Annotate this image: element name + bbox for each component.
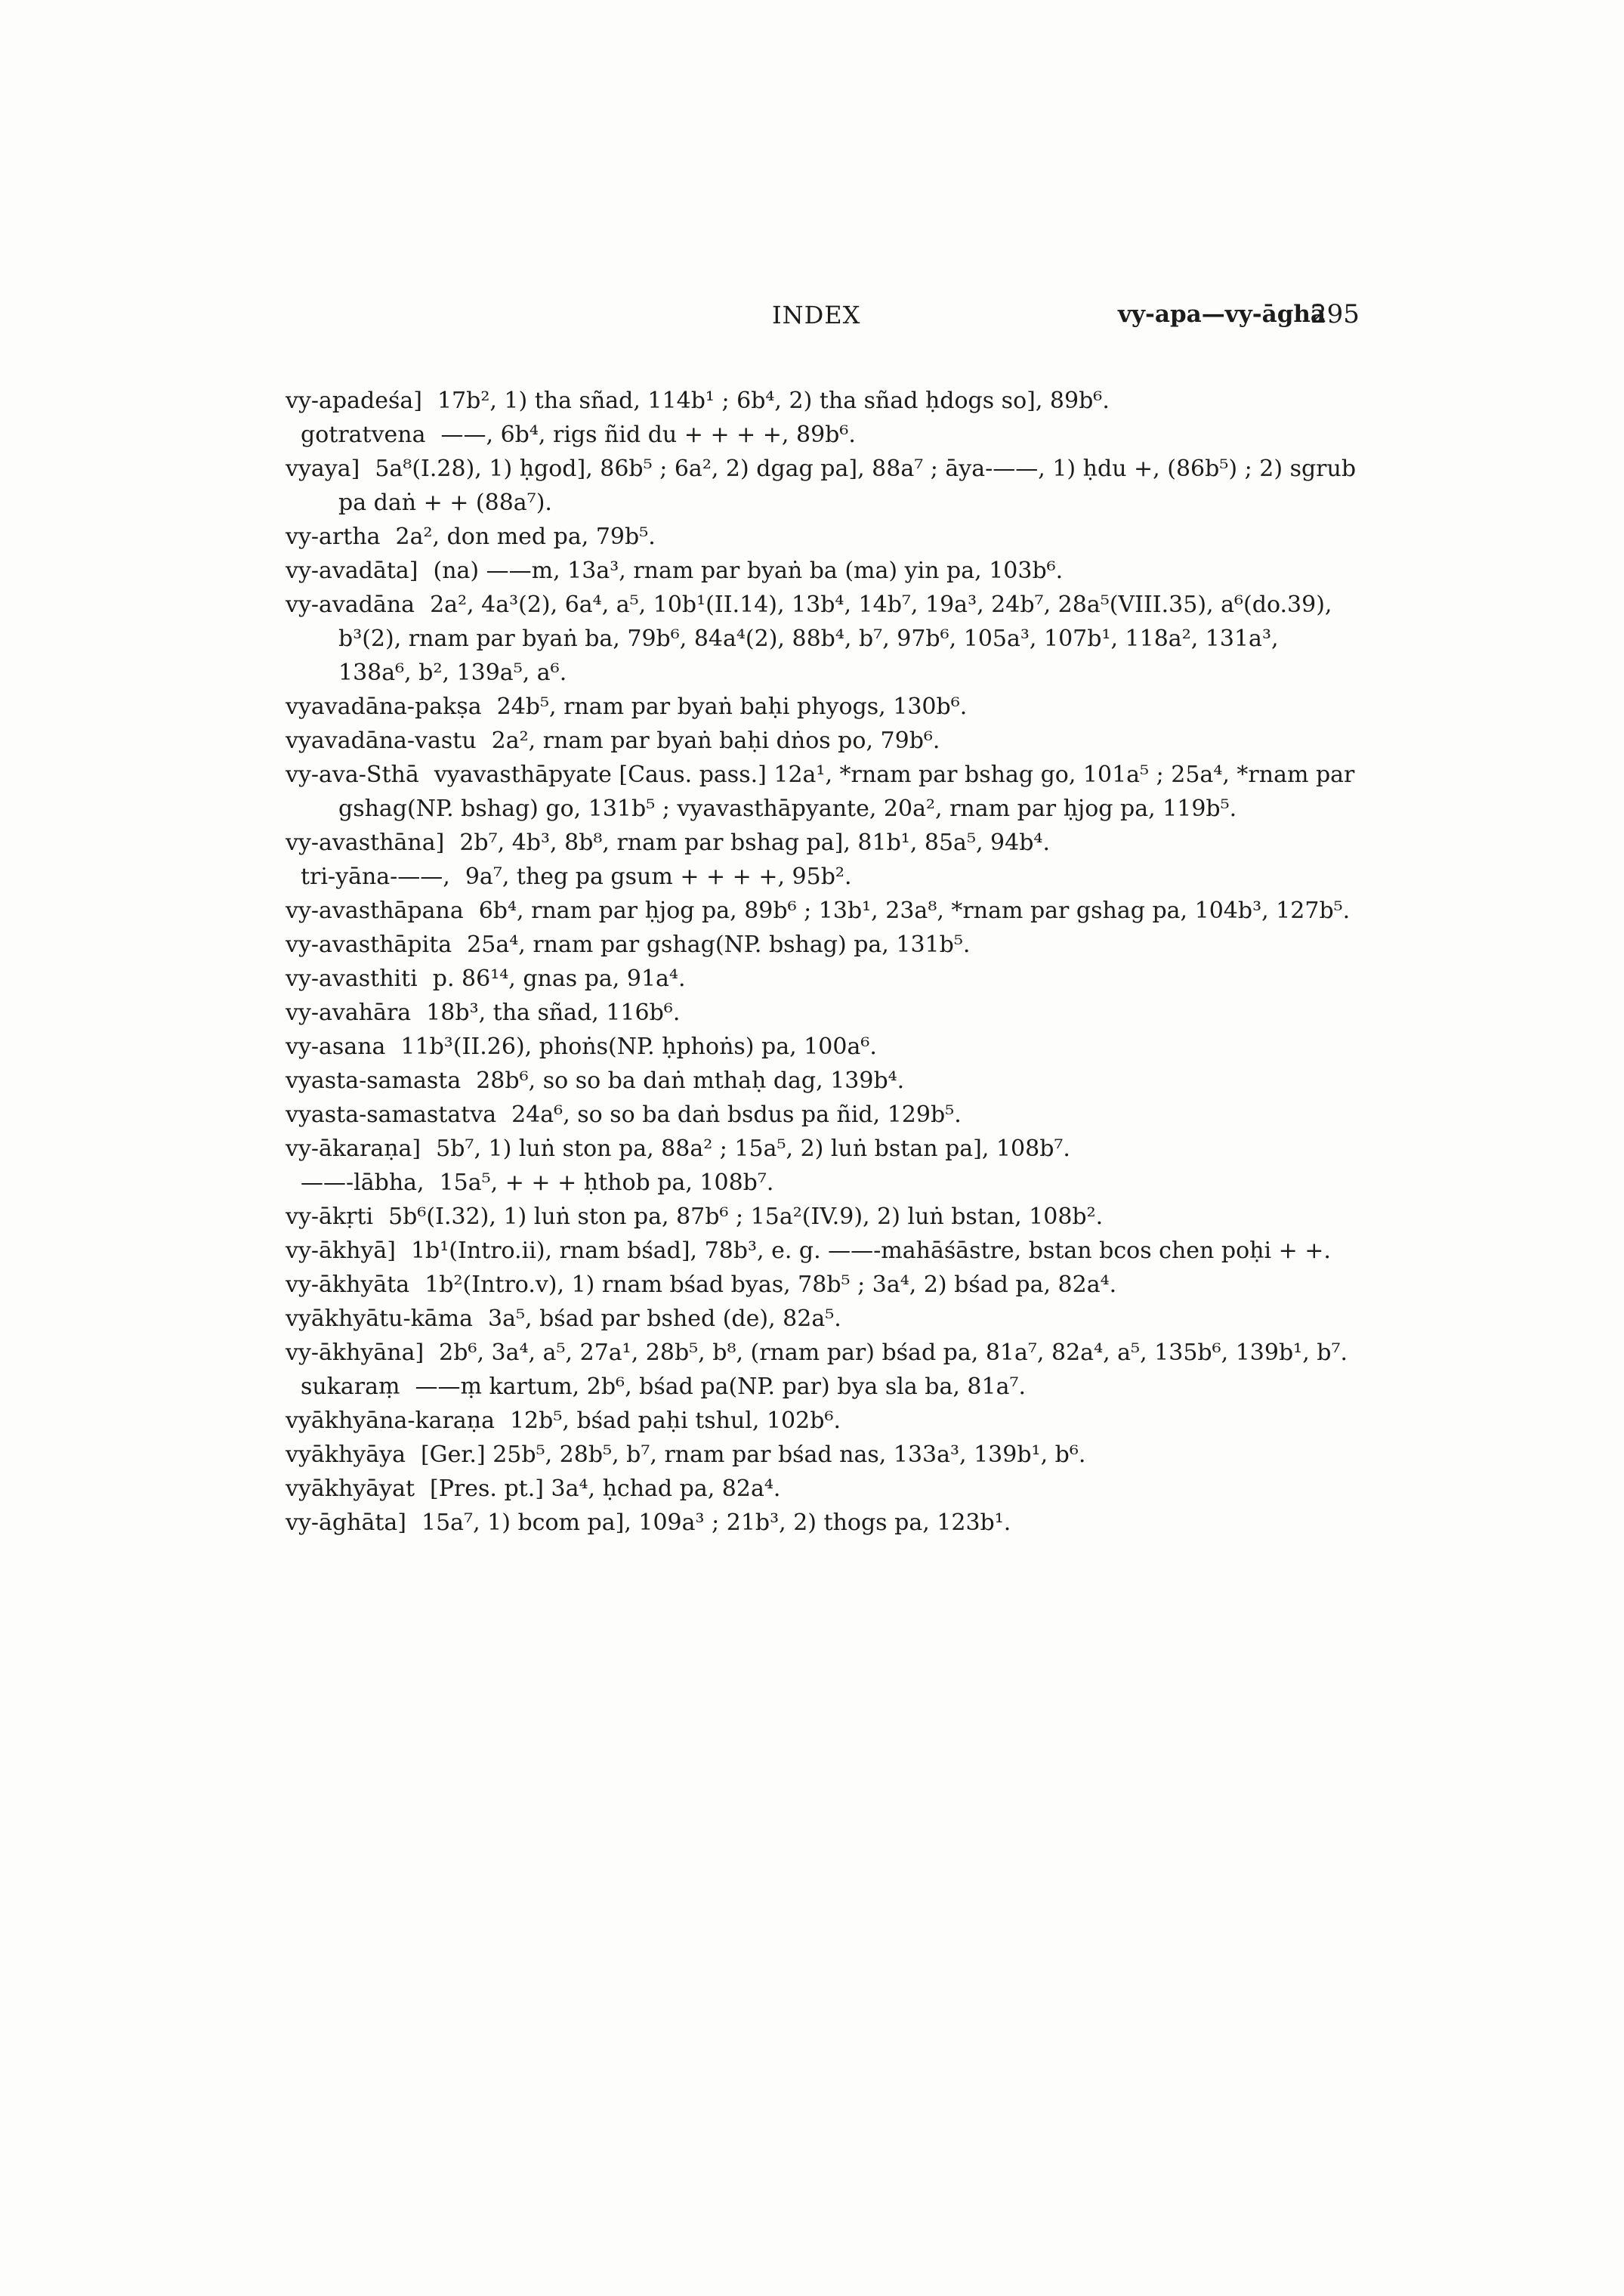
entry-body: [Ger.] 25b⁵, 28b⁵, b⁷, rnam par bśad nas, 133a³, 139b¹, b⁶. (420, 1442, 1086, 1468)
entry-body: 2b⁷, 4b³, 8b⁸, rnam par bshag pa], 81b¹, 85a⁵, 94b⁴. (459, 830, 1050, 856)
running-header (0, 301, 1624, 346)
index-entry (286, 1438, 1358, 1472)
entry-body: 2a², 4a³(2), 6a⁴, a⁵, 10b¹(II.14), 13b⁴, 14b⁷, 19a³, 24b⁷, 28a⁵(VIII.35), a⁶(do.39), b³(2), rnam par byaṅ ba, 79b⁶, 84a⁴(2), 88b⁴, b⁷, 97b⁶, 105a³, 107b¹, 118a², 131a³, 138a⁶, b², 139a⁵, a⁶. (338, 592, 1332, 686)
entry-body: ——, 6b⁴, rigs ñid du + + + +, 89b⁶. (440, 422, 856, 448)
index-entry (286, 962, 1358, 996)
entry-body: p. 86¹⁴, gnas pa, 91a⁴. (432, 966, 686, 992)
index-entry (286, 1268, 1358, 1302)
entry-headword: vy-avasthiti (286, 966, 418, 992)
index-entry (286, 452, 1358, 520)
index-entry (286, 1472, 1358, 1506)
entry-headword: vy-avahāra (286, 1000, 412, 1026)
index-entry (286, 894, 1358, 928)
entry-body: 11b³(II.26), phoṅs(NP. ḥphoṅs) pa, 100a⁶. (400, 1034, 877, 1060)
index-entry (286, 724, 1358, 758)
header-title: INDEX (772, 301, 861, 329)
index-entry (286, 1030, 1358, 1064)
entry-body: 5b⁷, 1) luṅ ston pa, 88a² ; 15a⁵, 2) luṅ bstan pa], 108b⁷. (436, 1136, 1070, 1162)
entry-body: 25a⁴, rnam par gshag(NP. bshag) pa, 131b⁵. (467, 932, 971, 958)
index-entry (286, 1404, 1358, 1438)
index-entry (286, 588, 1358, 690)
entry-headword: vy-āghāta] (286, 1510, 406, 1536)
entry-body: 2a², rnam par byaṅ baḥi dṅos po, 79b⁶. (491, 728, 940, 754)
entry-headword: vyākhyāyat (286, 1476, 415, 1502)
index-entry (286, 690, 1358, 724)
entry-body: 5a⁸(I.28), 1) ḥgod], 86b⁵ ; 6a², 2) dgag pa], 88a⁷ ; āya-——, 1) ḥdu +, (86b⁵) ; 2) sgrub pa daṅ + + (88a⁷). (338, 456, 1357, 516)
entry-headword: vy-ākhyāna] (286, 1340, 425, 1366)
entry-headword: tri-yāna-——, (301, 864, 450, 890)
entry-headword: vy-avadāta] (286, 558, 418, 584)
entry-body: [Pres. pt.] 3a⁴, ḥchad pa, 82a⁴. (430, 1476, 781, 1502)
entry-body: 12b⁵, bśad paḥi tshul, 102b⁶. (509, 1408, 841, 1434)
entry-body: 15a⁷, 1) bcom pa], 109a³ ; 21b³, 2) thogs pa, 123b¹. (421, 1510, 1011, 1536)
index-entry (286, 1200, 1358, 1234)
entry-headword: vy-ākhyāta (286, 1272, 410, 1298)
entry-body: (na) ——m, 13a³, rnam par byaṅ ba (ma) yin pa, 103b⁶. (433, 558, 1064, 584)
index-entry (286, 1336, 1358, 1370)
index-entry (286, 1506, 1358, 1540)
entry-headword: vy-avadāna (286, 592, 415, 618)
index-entry (286, 996, 1358, 1030)
entry-body: 1b²(Intro.v), 1) rnam bśad byas, 78b⁵ ; 3a⁴, 2) bśad pa, 82a⁴. (425, 1272, 1117, 1298)
index-entry (286, 1302, 1358, 1336)
entry-headword: vy-ākṛti (286, 1204, 374, 1230)
index-subentry (286, 860, 1358, 894)
entry-headword: vy-apadeśa] (286, 388, 422, 414)
entry-body: 9a⁷, theg pa gsum + + + +, 95b². (465, 864, 852, 890)
entry-headword: vyasta-samastatva (286, 1102, 497, 1128)
index-entry (286, 520, 1358, 554)
index-entry (286, 1064, 1358, 1098)
entry-body: 3a⁵, bśad par bshed (de), 82a⁵. (488, 1306, 841, 1332)
entry-headword: vy-avasthāpita (286, 932, 452, 958)
index-subentry (286, 418, 1358, 452)
entry-headword: vyākhyāna-karaṇa (286, 1408, 495, 1434)
entry-headword: vyavadāna-vastu (286, 728, 477, 754)
entry-headword: vyaya] (286, 456, 360, 482)
entry-headword: vy-avasthāna] (286, 830, 445, 856)
entry-body: 1b¹(Intro.ii), rnam bśad], 78b³, e. g. ——-mahāśāstre, bstan bcos chen poḥi + +. (410, 1238, 1331, 1264)
entry-headword: vyākhyātu-kāma (286, 1306, 474, 1332)
index-entries (286, 384, 1358, 1540)
entry-body: vyavasthāpyate [Caus. pass.] 12a¹, *rnam par bshag go, 101a⁵ ; 25a⁴, *rnam par gshag(NP. bshag) go, 131b⁵ ; vyavasthāpyante, 20a², rnam par ḥjog pa, 119b⁵. (338, 762, 1355, 822)
entry-headword: vy-ava-Sthā (286, 762, 419, 788)
entry-body: 24a⁶, so so ba daṅ bsdus pa ñid, 129b⁵. (511, 1102, 962, 1128)
entry-headword: ——-lābha, (301, 1170, 425, 1196)
entry-headword: vy-avasthāpana (286, 898, 464, 924)
entry-headword: sukaraṃ (301, 1374, 400, 1400)
entry-body: 6b⁴, rnam par ḥjog pa, 89b⁶ ; 13b¹, 23a⁸, *rnam par gshag pa, 104b³, 127b⁵. (478, 898, 1351, 924)
entry-body: 15a⁵, + + + ḥthob pa, 108b⁷. (439, 1170, 774, 1196)
page-number: 295 (1311, 299, 1360, 329)
entry-headword: vyasta-samasta (286, 1068, 462, 1094)
entry-body: 2a², don med pa, 79b⁵. (395, 524, 656, 550)
header-entry-range: vy-apa—vy-āghā (1118, 301, 1326, 328)
entry-headword: gotratvena (301, 422, 426, 448)
entry-headword: vyavadāna-pakṣa (286, 694, 482, 720)
entry-body: 17b², 1) tha sñad, 114b¹ ; 6b⁴, 2) tha sñad ḥdogs so], 89b⁶. (437, 388, 1110, 414)
entry-headword: vy-ākaraṇa] (286, 1136, 421, 1162)
entry-body: ——ṃ kartum, 2b⁶, bśad pa(NP. par) bya sla ba, 81a⁷. (415, 1374, 1027, 1400)
entry-body: 5b⁶(I.32), 1) luṅ ston pa, 87b⁶ ; 15a²(IV.9), 2) luṅ bstan, 108b². (388, 1204, 1104, 1230)
entry-headword: vy-ākhyā] (286, 1238, 396, 1264)
index-entry (286, 928, 1358, 962)
entry-headword: vy-asana (286, 1034, 386, 1060)
entry-headword: vy-artha (286, 524, 381, 550)
index-entry (286, 1234, 1358, 1268)
entry-body: 2b⁶, 3a⁴, a⁵, 27a¹, 28b⁵, b⁸, (rnam par) bśad pa, 81a⁷, 82a⁴, a⁵, 135b⁶, 139b¹, b⁷. (439, 1340, 1348, 1366)
index-entry (286, 1132, 1358, 1166)
index-entry (286, 554, 1358, 588)
index-entry (286, 758, 1358, 826)
entry-body: 28b⁶, so so ba daṅ mthaḥ dag, 139b⁴. (476, 1068, 905, 1094)
entry-body: 24b⁵, rnam par byaṅ baḥi phyogs, 130b⁶. (496, 694, 968, 720)
index-entry (286, 826, 1358, 860)
entry-headword: vyākhyāya (286, 1442, 406, 1468)
entry-body: 18b³, tha sñad, 116b⁶. (426, 1000, 681, 1026)
index-subentry (286, 1370, 1358, 1404)
index-entry (286, 1098, 1358, 1132)
index-entry (286, 384, 1358, 418)
index-subentry (286, 1166, 1358, 1200)
